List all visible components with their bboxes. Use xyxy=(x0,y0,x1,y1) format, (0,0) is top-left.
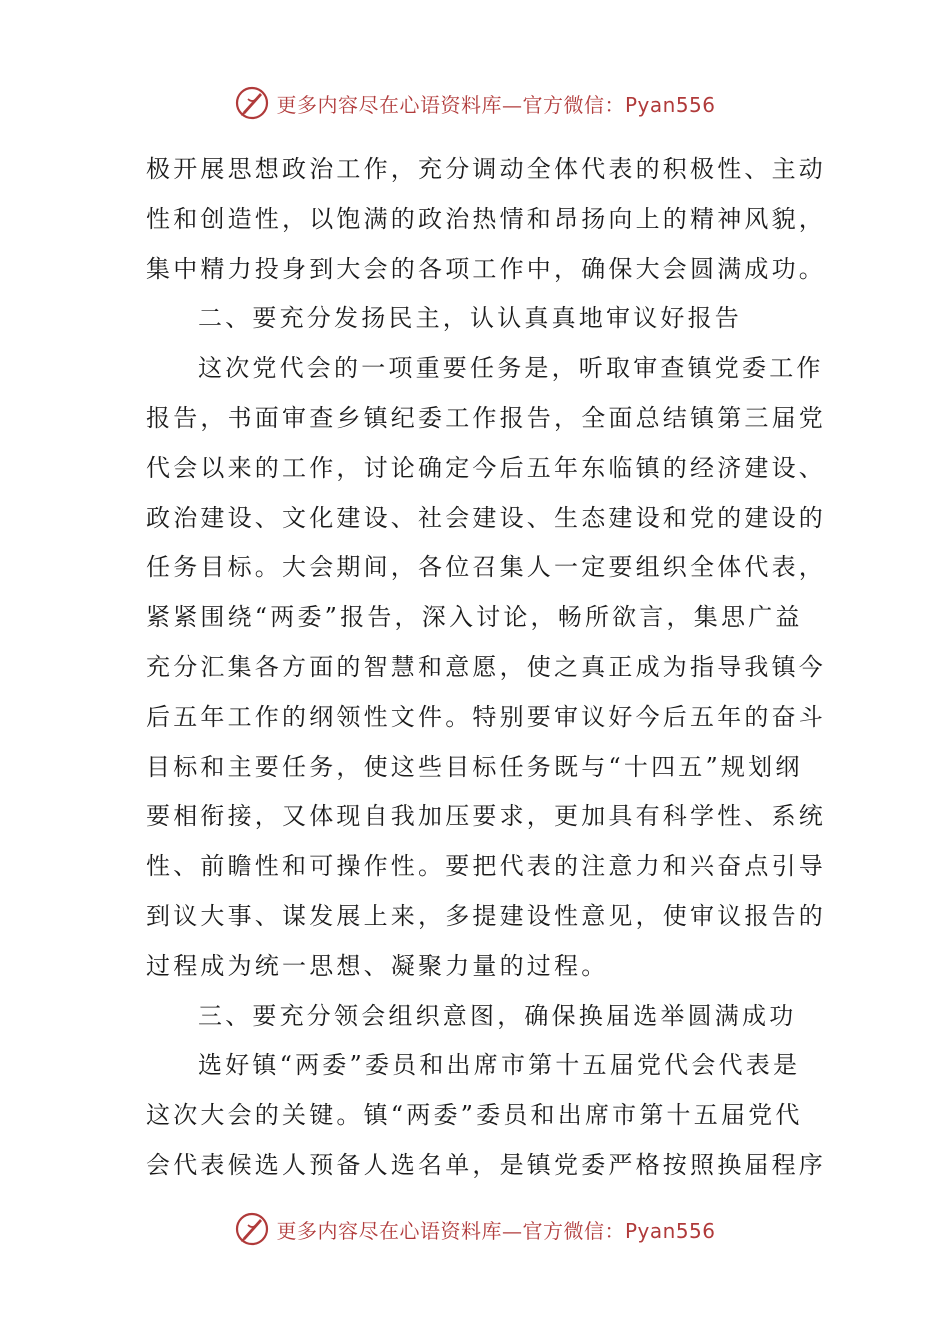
text-line: 报告，书面审查乡镇纪委工作报告，全面总结镇第三届党 xyxy=(146,403,826,432)
text-line: 性和创造性，以饱满的政治热情和昂扬向上的精神风貌， xyxy=(146,204,826,233)
quill-pen-seal-icon xyxy=(234,1211,270,1247)
text-line: 要相衔接，又体现自我加压要求，更加具有科学性、系统 xyxy=(146,802,826,831)
text-line: 到议大事、谋发展上来，多提建设性意见，使审议报告的 xyxy=(146,901,826,930)
text-line: 政治建设、文化建设、社会建设、生态建设和党的建设的 xyxy=(146,503,826,532)
banner-label: 更多内容尽在心语资料库—官方微信： xyxy=(276,92,625,117)
banner-wechat-id: Pyan556 xyxy=(624,92,716,117)
text-line: 集中精力投身到大会的各项工作中，确保大会圆满成功。 xyxy=(146,254,826,283)
footer-watermark-banner xyxy=(0,1209,950,1249)
text-line: 过程成为统一思想、凝聚力量的过程。 xyxy=(146,951,609,980)
text-line: 性、前瞻性和可操作性。要把代表的注意力和兴奋点引导 xyxy=(146,852,826,881)
header-watermark-banner xyxy=(0,83,950,123)
text-line: 极开展思想政治工作，充分调动全体代表的积极性、主动 xyxy=(146,155,826,183)
text-line: 代会以来的工作，讨论确定今后五年东临镇的经济建设、 xyxy=(146,453,826,482)
text-line: 充分汇集各方面的智慧和意愿，使之真正成为指导我镇今 xyxy=(146,652,826,681)
text-line: 选好镇“两委”委员和出席市第十五届党代会代表是 xyxy=(198,1051,801,1080)
text-line: 这次大会的关键。镇“两委”委员和出席市第十五届党代 xyxy=(146,1101,803,1130)
banner-text xyxy=(276,89,715,118)
text-line: 这次党代会的一项重要任务是，听取审查镇党委工作 xyxy=(198,354,824,383)
banner-label: 更多内容尽在心语资料库—官方微信： xyxy=(276,1218,625,1243)
text-line: 紧紧围绕“两委”报告，深入讨论，畅所欲言，集思广益 xyxy=(146,603,803,632)
text-line: 二、要充分发扬民主，认认真真地审议好报告 xyxy=(198,304,742,333)
quill-pen-seal-icon xyxy=(234,85,270,121)
banner-text xyxy=(276,1215,715,1244)
banner-wechat-id: Pyan556 xyxy=(624,1218,716,1243)
text-line: 会代表候选人预备人选名单，是镇党委严格按照换届程序 xyxy=(146,1150,826,1179)
text-line: 后五年工作的纲领性文件。特别要审议好今后五年的奋斗 xyxy=(146,702,826,731)
text-line: 目标和主要任务，使这些目标任务既与“十四五”规划纲 xyxy=(146,752,803,781)
text-line: 任务目标。大会期间，各位召集人一定要组织全体代表， xyxy=(146,553,826,582)
text-line: 三、要充分领会组织意图，确保换届选举圆满成功 xyxy=(198,1001,797,1030)
document-body xyxy=(146,145,826,1191)
